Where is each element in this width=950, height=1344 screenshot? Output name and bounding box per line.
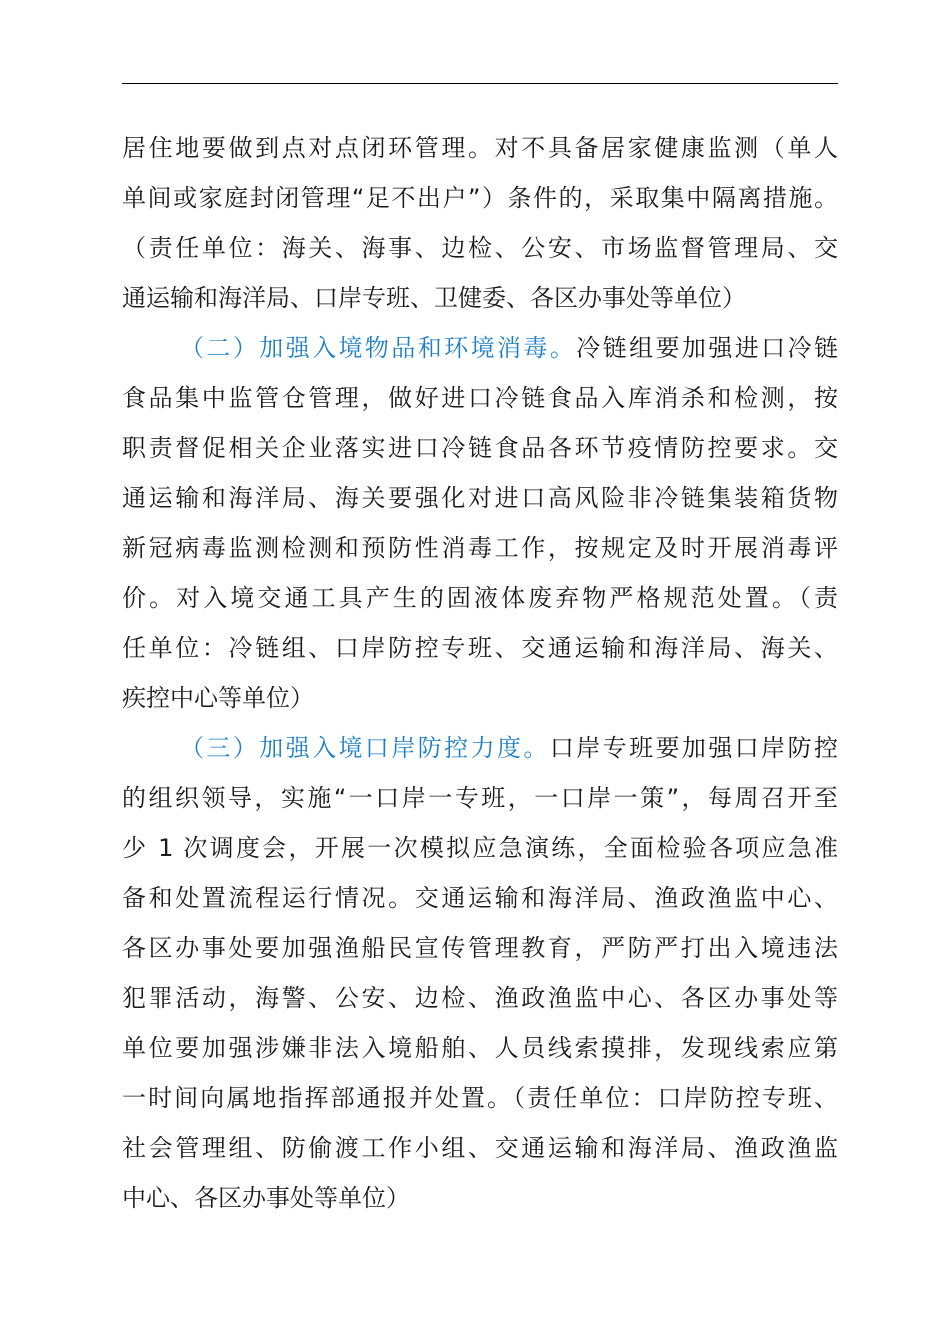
text-line: 的组织领导，实施“一口岸一专班，一口岸一策”，每周召开至: [122, 784, 838, 812]
text-line: 通运输和海洋局、海关要强化对进口高风险非冷链集装箱货物: [122, 484, 838, 512]
text-line: （责任单位：海关、海事、边检、公安、市场监督管理局、交: [122, 234, 838, 262]
text-line: 少 1 次调度会，开展一次模拟应急演练，全面检验各项应急准: [122, 834, 838, 862]
section-2-disinfection: [122, 323, 838, 723]
section-3-port-control: [122, 723, 838, 1223]
header-rule: [122, 83, 838, 84]
text-line: 中心、各区办事处等单位）: [122, 1184, 410, 1212]
text-line: 犯罪活动，海警、公安、边检、渔政渔监中心、各区办事处等: [122, 984, 838, 1012]
text-line: 居住地要做到点对点闭环管理。对不具备居家健康监测（单人: [122, 134, 838, 162]
text-line: 社会管理组、防偷渡工作小组、交通运输和海洋局、渔政渔监: [122, 1134, 838, 1162]
text-line: 各区办事处要加强渔船民宣传管理教育，严防严打出入境违法: [122, 934, 838, 962]
text-line: 一时间向属地指挥部通报并处置。（责任单位：口岸防控专班、: [122, 1084, 838, 1112]
text-line: 价。对入境交通工具产生的固液体废弃物严格规范处置。（责: [122, 584, 838, 612]
text-line: 通运输和海洋局、口岸专班、卫健委、各区办事处等单位）: [122, 284, 746, 312]
text-line: 食品集中监管仓管理，做好进口冷链食品入库消杀和检测，按: [122, 384, 838, 412]
text-line: 任单位：冷链组、口岸防控专班、交通运输和海洋局、海关、: [122, 634, 838, 662]
text-line: 备和处置流程运行情况。交通运输和海洋局、渔政渔监中心、: [122, 884, 838, 912]
text-line: 疾控中心等单位）: [122, 684, 314, 712]
text-line: 单间或家庭封闭管理“足不出户”）条件的，采取集中隔离措施。: [122, 184, 838, 212]
text-line: 单位要加强涉嫌非法入境船舶、人员线索摸排，发现线索应第: [122, 1034, 838, 1062]
section-lead-text: 冷链组要加强进口冷链: [576, 334, 838, 362]
section-heading: （二）加强入境物品和环境消毒。: [180, 334, 577, 362]
section-first-line: [122, 323, 838, 373]
text-line: 新冠病毒监测检测和预防性消毒工作，按规定及时开展消毒评: [122, 534, 838, 562]
section-heading: （三）加强入境口岸防控力度。: [180, 734, 550, 762]
document-body: [122, 123, 838, 1223]
text-line: 职责督促相关企业落实进口冷链食品各环节疫情防控要求。交: [122, 434, 838, 462]
section-first-line: [122, 723, 838, 773]
paragraph-continuation: [122, 123, 838, 323]
section-lead-text: 口岸专班要加强口岸防控: [549, 734, 838, 762]
